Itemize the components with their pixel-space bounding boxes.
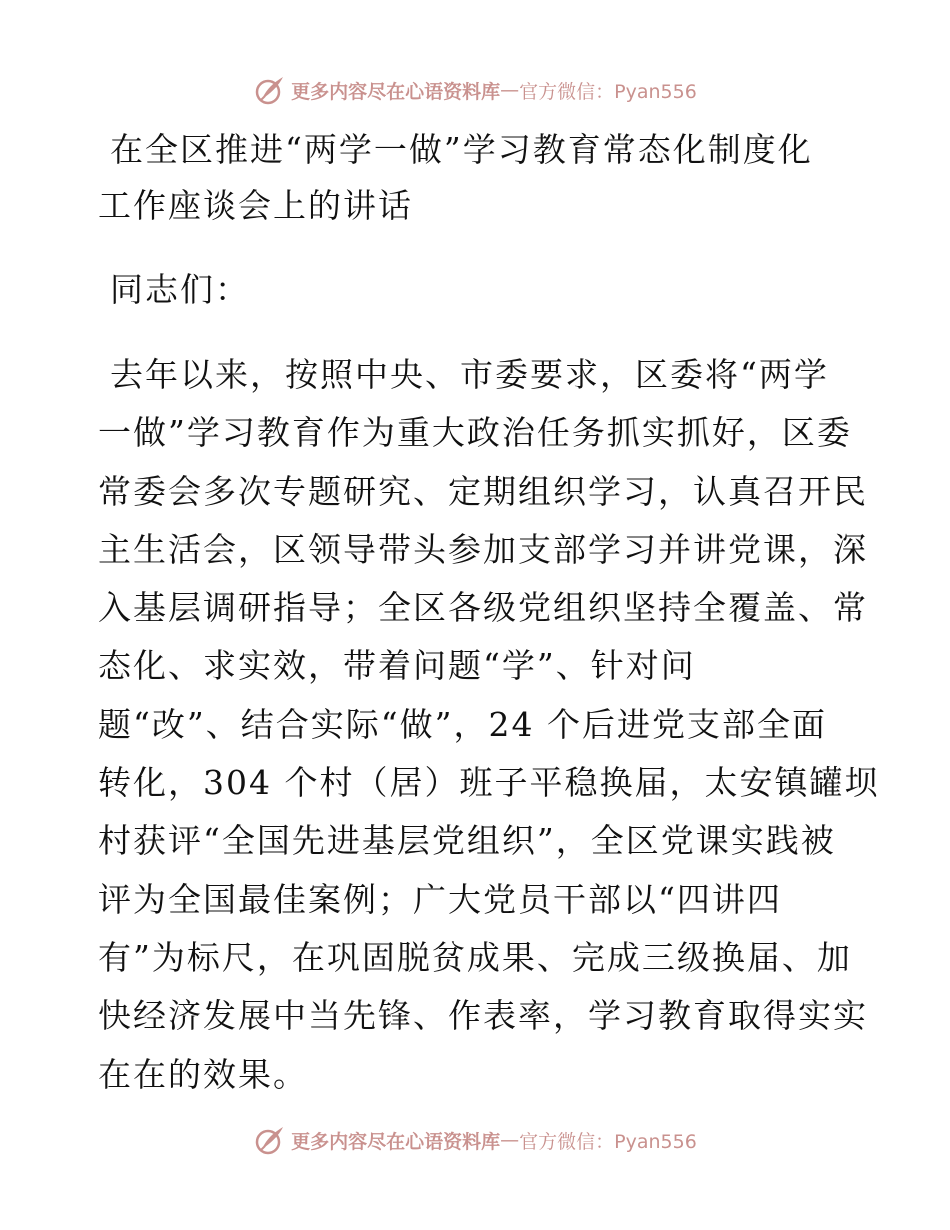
paragraph-line: 题“改”、结合实际“做”，24 个后进党支部全面 (98, 704, 827, 744)
paragraph-line: 常委会多次专题研究、定期组织学习，认真召开民 (98, 471, 868, 511)
title-line-1: 在全区推进“两学一做”学习教育常态化制度化 (110, 130, 813, 169)
paragraph-line: 评为全国最佳案例；广大党员干部以“四讲四 (98, 879, 782, 919)
paragraph-line: 入基层调研指导；全区各级党组织坚持全覆盖、常 (98, 588, 868, 628)
banner-site-name: 更多内容尽在心语资料库 (291, 80, 501, 103)
paragraph-line: 主生活会，区领导带头参加支部学习并讲党课，深 (98, 529, 868, 569)
banner-site-name: 更多内容尽在心语资料库 (291, 1130, 501, 1153)
header-watermark-banner (0, 70, 950, 110)
title-line-2: 工作座谈会上的讲话 (98, 186, 413, 225)
document-body (98, 122, 880, 1104)
paragraph-line: 快经济发展中当先锋、作表率，学习教育取得实实 (98, 996, 868, 1036)
quill-pen-logo-icon (253, 73, 287, 107)
paragraph-line: 态化、求实效，带着问题“学”、针对问 (98, 646, 696, 686)
banner-wechat: 官方微信：Pyan556 (519, 1130, 697, 1153)
paragraph-line: 去年以来，按照中央、市委要求，区委将“两学 (110, 355, 829, 394)
banner-separator: — (500, 79, 520, 101)
footer-watermark-banner (0, 1120, 950, 1160)
banner-separator: — (500, 1129, 520, 1151)
salutation: 同志们： (110, 270, 250, 309)
paragraph (98, 346, 880, 1104)
paragraph-line: 有”为标尺，在巩固脱贫成果、完成三级换届、加 (98, 937, 852, 977)
paragraph-line: 转化，304 个村（居）班子平稳换届，太安镇罐坝 (98, 763, 880, 803)
paragraph-line: 村获评“全国先进基层党组织”，全区党课实践被 (98, 821, 836, 861)
paragraph-line: 一做”学习教育作为重大政治任务抓实抓好，区委 (98, 413, 852, 453)
paragraph-line: 在在的效果。 (98, 1054, 308, 1094)
document-title (98, 122, 858, 234)
quill-pen-logo-icon (253, 1123, 287, 1157)
banner-wechat: 官方微信：Pyan556 (519, 80, 697, 103)
